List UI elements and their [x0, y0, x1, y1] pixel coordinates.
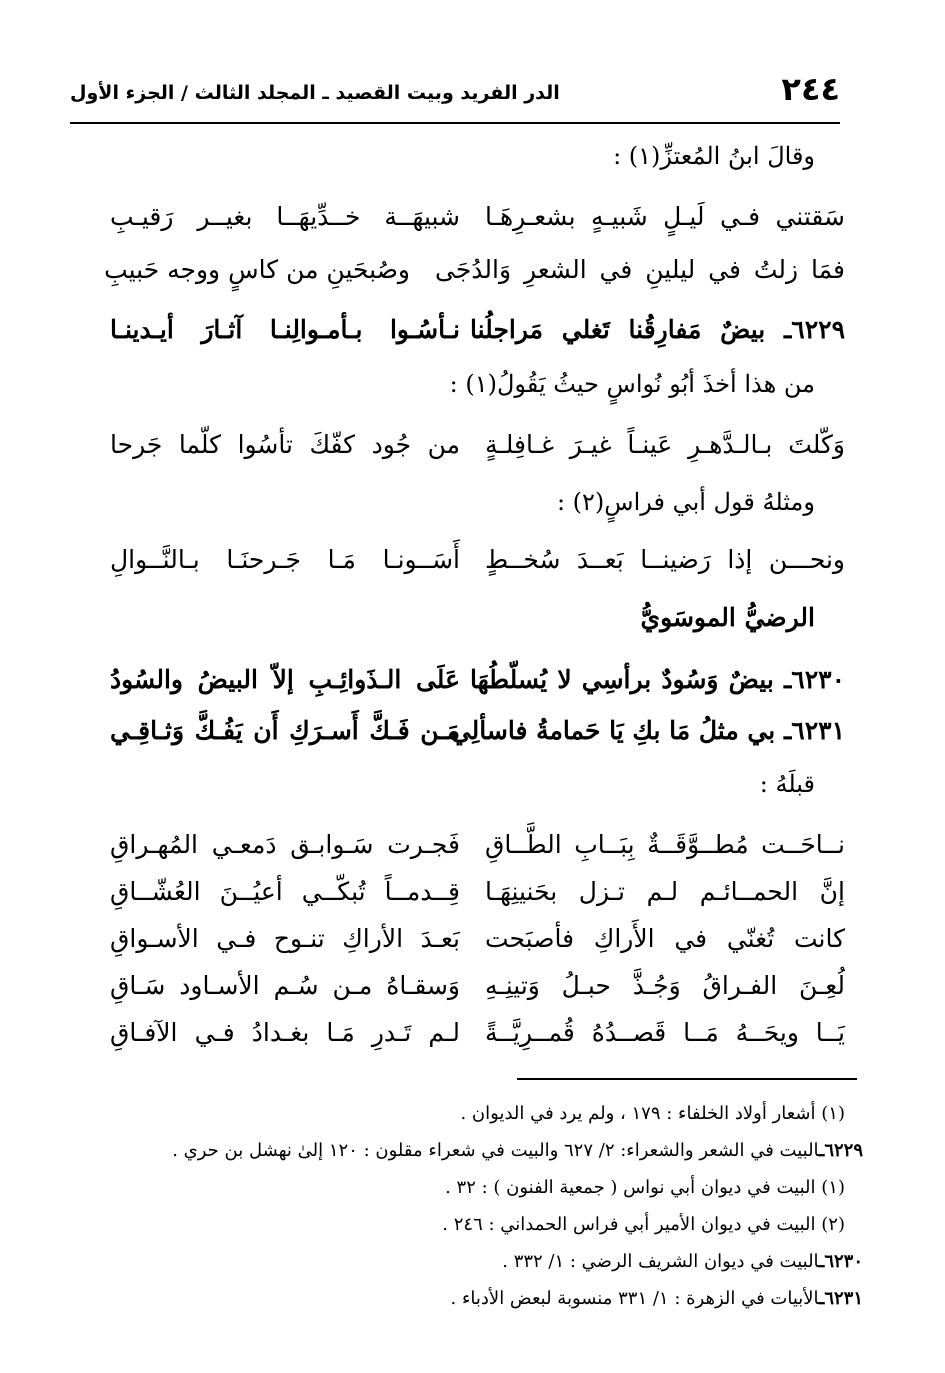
footnote	[451, 1288, 863, 1309]
verse-second-hemistich: نـأسُـوا بـأمـوالِنـا آثـارَ أيـدينـا	[110, 315, 460, 344]
verse-first-hemistich: بيضٌ وَسُودٌ برأسِي لا يُسلّطُهَا	[470, 665, 774, 694]
verse-first-hemistich: نــاحَــت مُطــوَّقَــةٌ بِبَــابِ الطَّــاقِ	[485, 830, 845, 859]
numbered-verse-6230	[110, 665, 845, 711]
header-divider	[70, 122, 840, 124]
footnote-marker: (١)	[821, 1177, 845, 1198]
footnote-marker: ٦٢٣١ـ	[819, 1288, 863, 1309]
verse-number: ٦٢٣٠ـ	[783, 665, 845, 694]
footnote-text: البيت في ديوان الشريف الرضي : ١/ ٣٣٢ .	[502, 1251, 820, 1272]
verse-first-hemistich: إنَّ الحمــائـم لـم تـزل بحَنينِهَـا	[485, 877, 845, 906]
intro-line: قبلَهُ :	[759, 770, 815, 798]
verse-second-hemistich: شبيهَــة خــدِّيهَــا بغيــر رَقيـبِ	[110, 202, 460, 231]
page-number: ٢٤٤	[781, 70, 840, 108]
footnote-text: أشعار أولاد الخلفاء : ١٧٩ ، ولم يرد في الديوان .	[460, 1103, 816, 1124]
footnote-marker: (٢)	[821, 1214, 845, 1235]
verse-number: ٦٢٣١ـ	[783, 716, 845, 745]
verse-second-hemistich: قِــدمــاً تُبكّــي أعيُــنَ العُشّــاقِ	[110, 877, 460, 906]
footnote	[172, 1140, 863, 1161]
footnote-divider	[517, 1078, 857, 1080]
footnote-text: البيت في الشعر والشعراء: ٢/ ٦٢٧ والبيت في شعراء مقلون : ١٢٠ إلىٰ نهشل بن حري .	[172, 1140, 820, 1161]
numbered-verse-6231	[110, 716, 845, 762]
running-title: الدر الفريد وبيت القصيد ـ المجلد الثالث / الجزء الأول	[70, 82, 560, 104]
verse-first-hemistich: لُعِـنَ الفـراقُ وَجُـذَّ حبـلُ وَتينِـهِ	[485, 971, 845, 1000]
numbered-verse-6229	[110, 315, 845, 361]
verse-second-hemistich: عَلَى الـذَوائِـبِ إلاّ البيضُ والسُودُ	[110, 665, 460, 694]
verse-line	[110, 1018, 845, 1064]
verse-first-hemistich: سَقتني فـي لَيـلٍ شَبيـهٍ بشعـرِهَـا	[485, 202, 845, 231]
verse-line	[110, 545, 845, 591]
footnote-text: البيت في ديوان الأمير أبي فراس الحمداني : ٢٤٦ .	[442, 1214, 816, 1235]
verse-second-hemistich: من جُود كفّكَ تأسُوا كلّما جَرحا	[110, 430, 460, 459]
verse-first-hemistich: ونحـــن إذا رَضينــا بَعــدَ سُخــطٍ	[485, 545, 845, 574]
verse-second-hemistich: مَـن فَـكَّ أَسـرَكِ أَن يَفُـكَّ وَثـاقِـي	[110, 716, 460, 745]
verse-number: ٦٢٢٩ـ	[783, 315, 845, 344]
footnote	[442, 1214, 845, 1235]
page-header	[70, 64, 840, 108]
verse-line	[110, 924, 845, 970]
footnote-marker: ٦٢٢٩ـ	[819, 1140, 863, 1161]
intro-line: وقالَ ابنُ المُعتزِّ(١) :	[613, 142, 815, 170]
intro-line: من هذا أخذَ أبُو نُواسٍ حيثُ يَقُولُ(١) :	[449, 370, 815, 398]
footnote	[502, 1251, 863, 1272]
verse-line	[110, 202, 845, 248]
footnote-text: البيت في ديوان أبي نواس ( جمعية الفنون ) : ٣٢ .	[445, 1177, 816, 1198]
footnote-marker: ٦٢٣٠ـ	[819, 1251, 863, 1272]
verse-line	[104, 255, 845, 301]
verse-second-hemistich: وَسقـاهُ مـن سُـم الأسـاود سَـاقِ	[110, 971, 460, 1000]
verse-line	[110, 971, 845, 1017]
footnote	[460, 1103, 845, 1124]
verse-second-hemistich: بَعـدَ الأراكِ تنـوح فـي الأسـواقِ	[110, 924, 460, 953]
footnote	[445, 1177, 845, 1198]
poet-heading: الرضيُّ الموسَويُّ	[640, 603, 815, 632]
footnote-marker: (١)	[821, 1103, 845, 1124]
verse-first-hemistich: يَــا ويحَــهُ مَــا قَصــدُهُ قُمــرِيَّــةً	[485, 1018, 845, 1047]
verse-first-hemistich: كانت تُغنّي في الأَراكِ فأصبَحت	[485, 924, 845, 953]
verse-second-hemistich: لـم تَـدرِ مَـا بغـدادُ فـي الآفـاقِ	[110, 1018, 460, 1047]
verse-line	[110, 877, 845, 923]
footnote-text: الأبيات في الزهرة : ١/ ٣٣١ منسوبة لبعض الأدباء .	[450, 1288, 820, 1309]
verse-second-hemistich: وصُبحَينِ من كاسٍ ووجه حَبيبِ	[104, 255, 410, 284]
verse-first-hemistich: بيضٌ مَفارِقُنا تَغلي مَراجلُنا	[470, 315, 766, 344]
verse-first-hemistich: بي مثلُ مَا بكِ يَا حَمامةُ فاسألِي	[450, 716, 776, 745]
verse-second-hemistich: فَجـرت سَـوابـق دَمعـي المُهـراقِ	[110, 830, 460, 859]
verse-line	[110, 830, 845, 876]
verse-first-hemistich: فمَا زلتُ في ليلينِ في الشعرِ وَالدُجَى	[435, 255, 845, 284]
verse-second-hemistich: أَسَــونـا مَـا جَـرحنَـا بـالنَّــوالِ	[110, 545, 460, 574]
verse-line	[110, 430, 845, 476]
verse-first-hemistich: وَكّلتَ بـالـدَّهـرِ عَينـاً غيـرَ غـافِلـةٍ	[485, 430, 845, 459]
intro-line: ومثلهُ قول أبي فراسٍ(٢) :	[556, 488, 815, 516]
